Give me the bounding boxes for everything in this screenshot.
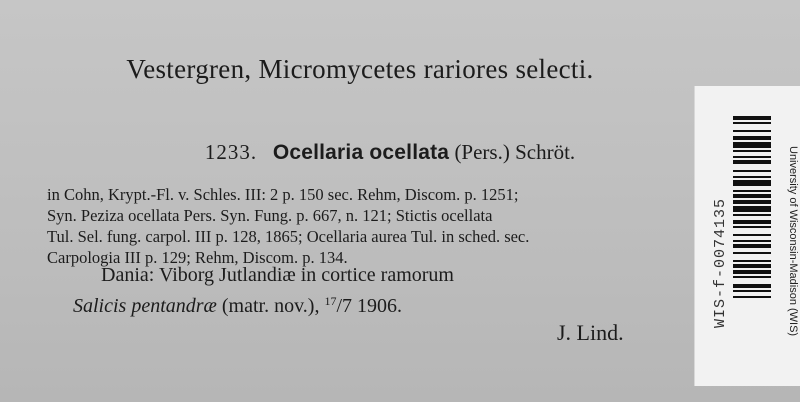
barcode-id: WIS-f-0074135 [712, 197, 729, 329]
barcode-bar [733, 290, 771, 292]
reference-line: Syn. Peziza ocellata Pers. Syn. Fung. p. 667, n. 121; Stictis ocellata [47, 206, 493, 225]
host-name: Salicis pentandræ [73, 295, 217, 317]
barcode-bar [733, 244, 771, 248]
reference-line: Tul. Sel. fung. carpol. III p. 128, 1865; Ocellaria aurea Tul. in sched. sec. [47, 227, 530, 246]
reference-block [47, 184, 677, 268]
date-year: 1906. [352, 295, 403, 317]
barcode-bar [733, 206, 771, 212]
barcode-bar [733, 170, 771, 172]
barcode-bar [733, 200, 771, 204]
date-month: /7 [336, 295, 353, 317]
host-date-line [73, 288, 693, 319]
barcode-bar [733, 220, 771, 224]
barcode-bar [733, 150, 771, 152]
barcode-bar [733, 142, 771, 148]
barcode-bar [733, 116, 771, 120]
locality-block [73, 262, 693, 319]
reference-line: Carpologia III p. 129; Rehm, Discom. p. 134. [47, 248, 348, 267]
barcode-bar [733, 296, 771, 298]
collector-name: J. Lind. [557, 320, 624, 345]
barcode-bar [733, 190, 771, 192]
barcode-bar [733, 214, 771, 216]
barcode-bar [733, 276, 771, 278]
locality-line: Dania: Viborg Jutlandiæ in cortice ramorum [101, 264, 454, 286]
species-authority: (Pers.) Schröt. [454, 140, 576, 164]
barcode-bar [733, 264, 771, 268]
barcode-bar [733, 160, 771, 164]
host-note: (matr. nov.), [216, 295, 325, 317]
barcode-bar [733, 270, 771, 274]
barcode-bar [733, 156, 771, 158]
barcode-bar [733, 234, 771, 236]
barcode-bar [733, 226, 771, 228]
barcode-bar [733, 122, 771, 124]
reference-line: in Cohn, Krypt.-Fl. v. Schles. III: 2 p. 150 sec. Rehm, Discom. p. 1251; [47, 185, 519, 204]
barcode-bar [733, 136, 771, 140]
barcode-bar [733, 240, 771, 242]
species-name: Ocellaria ocellata [272, 141, 450, 164]
taxon-line [90, 140, 690, 165]
institution-name: University of Wisconsin-Madison (WIS) [787, 145, 799, 337]
barcode-bar [733, 260, 771, 262]
barcode-bar [733, 252, 771, 254]
barcode-bar [733, 180, 771, 186]
exsiccata-number: 1233. [204, 140, 258, 164]
barcode-bars [733, 116, 771, 378]
date-day: 17 [324, 294, 337, 308]
barcode-bar [733, 284, 771, 288]
series-title: Vestergren, Micromycetes rariores selecti. [126, 54, 594, 84]
barcode-bar [733, 130, 771, 132]
barcode-bar [733, 194, 771, 198]
barcode-bar [733, 176, 771, 178]
